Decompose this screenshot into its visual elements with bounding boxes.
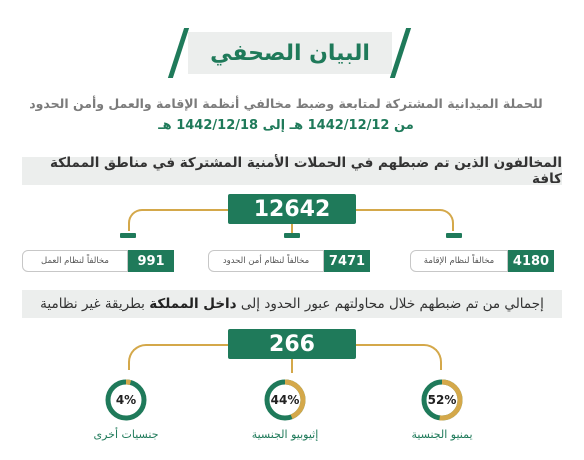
decorative-slash-left — [168, 28, 189, 78]
donut-ethiopian — [263, 378, 307, 422]
date-range: من 1442/12/12 هـ إلى 1442/12/18 هـ — [158, 118, 414, 133]
category-border-security — [208, 250, 370, 272]
donut-yemeni — [420, 378, 464, 422]
page-subtitle: للحملة الميدانية المشتركة لمتابعة وضبط مخالفي أنظمة الإقامة والعمل وأمن الحدود — [29, 96, 543, 111]
section1-total: 12642 — [228, 194, 356, 224]
donut-label: يمنيو الجنسية — [411, 428, 473, 441]
tree2-connector-left — [128, 344, 228, 370]
decorative-slash-right — [390, 28, 411, 78]
section1-heading: المخالفون الذين تم ضبطهم في الحملات الأمنية المشتركة في مناطق المملكة كافة — [22, 157, 562, 185]
donut-label: جنسيات أخرى — [93, 428, 159, 441]
category-value: 4180 — [508, 250, 554, 272]
category-label: مخالفاً لنظام الإقامة — [410, 250, 508, 272]
donut-other — [104, 378, 148, 422]
section2-total: 266 — [228, 329, 356, 359]
tree-connector-right — [356, 209, 454, 231]
section2-heading-start: إجمالي من تم ضبطهم خلال محاولتهم عبور الحدود إلى — [240, 296, 544, 312]
donut-percent: 44% — [270, 393, 300, 407]
category-value: 991 — [128, 250, 174, 272]
category-label: مخالفاً لنظام أمن الحدود — [208, 250, 324, 272]
tree-cap-right — [446, 233, 462, 238]
tree2-connector-right — [356, 344, 442, 370]
category-value: 7471 — [324, 250, 370, 272]
category-labor — [22, 250, 174, 272]
tree-cap-center — [284, 233, 300, 238]
donut-percent: 4% — [115, 393, 137, 407]
donut-percent: 52% — [427, 393, 457, 407]
page-title: البيان الصحفي — [210, 40, 370, 66]
tree-cap-left — [120, 233, 136, 238]
section2-heading — [22, 290, 562, 318]
tree-connector-left — [128, 209, 228, 231]
category-residency — [410, 250, 554, 272]
title-banner — [170, 26, 410, 80]
donut-label: إثيوبيو الجنسية — [251, 428, 319, 441]
section2-heading-end: بطريقة غير نظامية — [40, 296, 145, 312]
section2-heading-bold: داخل المملكة — [149, 296, 237, 312]
category-label: مخالفاً لنظام العمل — [22, 250, 128, 272]
tree2-connector-center — [291, 359, 293, 373]
